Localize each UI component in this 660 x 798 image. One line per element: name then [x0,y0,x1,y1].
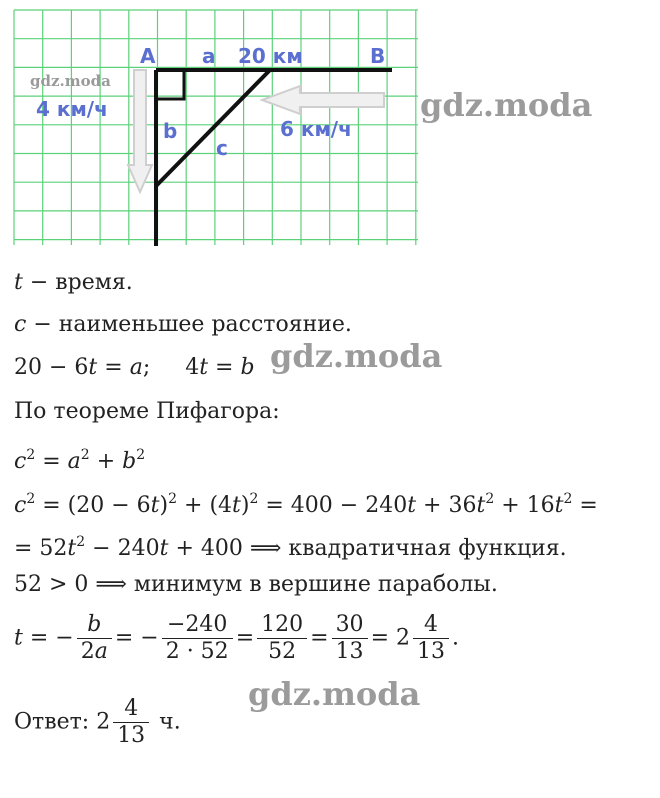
watermark-3: gdz.moda [248,675,421,713]
line-formula: $c^2 = a^2 + b^2$ [14,447,146,474]
label-speed-left: 4 км/ч [36,97,108,121]
watermark-2: gdz.moda [270,337,443,375]
arrow-left-shape [262,86,384,114]
line-expansion: $c^2 = (20 - 6t)^2 + (4t)^2 = 400 - 240t + 36t^2 + 16t^2$ = [14,491,598,518]
watermark-small: gdz.moda [30,72,111,90]
figure-diagram [0,0,430,250]
label-B: B [370,44,386,68]
line-minimum: 52 > 0 ⟹ минимум в вершине параболы. [14,572,498,597]
label-b: b [163,119,178,143]
label-c: c [216,136,228,160]
fraction-4-13: $\frac{4}{13}$ [413,612,449,665]
label-a: a [202,44,216,68]
line-quadratic: = $52t^2 - 240t + 400$ ⟹ квадратичная функция. [14,534,567,561]
label-distance: 20 км [238,44,303,68]
arrow-down-shape [128,70,152,192]
line-distance: c − наименьшее расстояние. [14,312,352,337]
line-vertex: t = − $\frac{b}{2a}$ = − $\frac{-240}{2 \cdot 52}$ = $\frac{120}{52}$ = $\frac{30}{13}$ = 2 $\frac{4}{13}$ . [14,612,459,664]
label-A: A [140,44,156,68]
answer-fraction: $\frac{4}{13}$ [113,696,149,749]
line-equations: 20 − 6t = a; 4t = b [14,355,255,380]
watermark-1: gdz.moda [420,86,593,124]
line-time: t − время. [14,270,133,295]
line-answer: Ответ: 2 $\frac{4}{13}$ ч. [14,696,181,748]
label-speed-right: 6 км/ч [280,117,352,141]
right-angle-mark [156,70,184,99]
line-pythagoras: По теореме Пифагора: [14,399,280,424]
fraction-120: $\frac{120}{52}$ [257,612,307,665]
fraction-240: $\frac{-240}{2 \cdot 52}$ [162,612,233,665]
fraction-30: $\frac{30}{13}$ [332,612,368,665]
fraction-b-2a: $\frac{b}{2a}$ [77,612,112,665]
